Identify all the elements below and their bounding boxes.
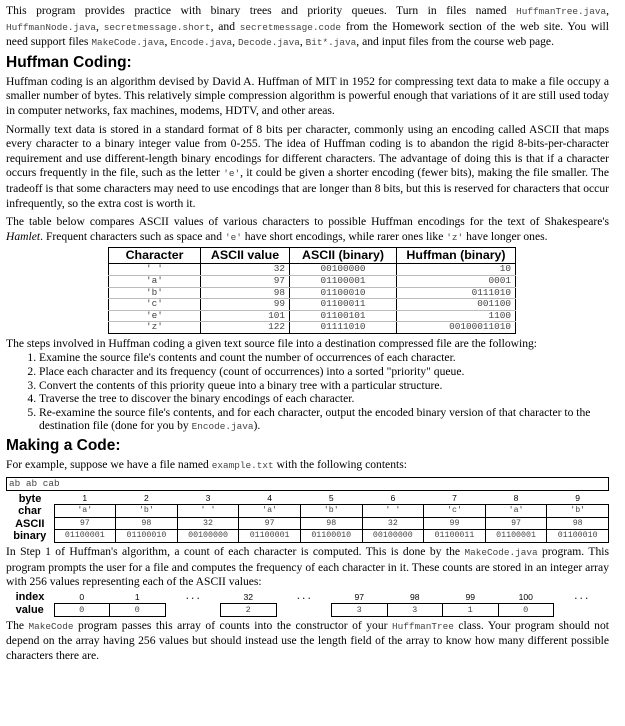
example-paragraph: For example, suppose we have a file named example.txt with the following contents: bbox=[6, 458, 407, 472]
filename: HuffmanTree.java bbox=[516, 6, 607, 17]
table-cell: 1 bbox=[54, 493, 116, 505]
table-cell: 7 bbox=[424, 493, 486, 505]
table-cell: 0 bbox=[498, 603, 554, 616]
table-cell: 99 bbox=[443, 591, 499, 604]
row-label: value bbox=[15, 603, 44, 616]
step-item: 2. Place each character and its frequency (count of occurrences) into a sorted "priority" queue. bbox=[39, 365, 609, 379]
filename: HuffmanNode.java bbox=[6, 21, 97, 33]
table-cell: ' ' bbox=[362, 505, 424, 518]
table-cell: 98 bbox=[547, 517, 609, 530]
table-cell: 0 bbox=[110, 603, 166, 616]
table-cell bbox=[554, 603, 610, 616]
table-cell: 1 bbox=[443, 603, 499, 616]
table-cell: 'c' bbox=[424, 505, 486, 518]
table-cell: 00100011010 bbox=[397, 322, 516, 334]
table-cell: 4 bbox=[239, 493, 301, 505]
column-header: ASCII (binary) bbox=[290, 248, 397, 264]
table-cell: 01100001 bbox=[239, 530, 301, 543]
filename: secretmessage.short bbox=[103, 21, 211, 33]
table-cell: 6 bbox=[362, 493, 424, 505]
row-label: byte bbox=[18, 492, 42, 505]
table-cell: 01111010 bbox=[290, 322, 397, 334]
table-cell: 98 bbox=[300, 517, 362, 530]
table-header-row bbox=[109, 248, 516, 264]
table-cell: 'b' bbox=[109, 287, 201, 299]
table-cell: 00100000 bbox=[362, 530, 424, 543]
table-cell: 3 bbox=[387, 603, 443, 616]
table-cell: 98 bbox=[116, 517, 178, 530]
table-cell: 'e' bbox=[109, 310, 201, 322]
table-cell: 3 bbox=[177, 493, 239, 505]
column-header: Huffman (binary) bbox=[397, 248, 516, 264]
table-cell: 97 bbox=[332, 591, 388, 604]
table-cell: 32 bbox=[201, 264, 290, 276]
filename: secretmessage.code bbox=[239, 21, 342, 33]
table-cell: 'b' bbox=[547, 505, 609, 518]
table-cell: 98 bbox=[387, 591, 443, 604]
huffman-paragraph-1: Huffman coding is an algorithm devised by David A. Huffman of MIT in 1952 for compressing text data to make a file occupy a smaller number of bytes. This relatively simple compression algorithm is powerful enough that variations of it are still used today in computer networks, fax machines, modems, HDTV, and other areas. bbox=[6, 74, 609, 117]
table-cell: 01100011 bbox=[290, 299, 397, 311]
table-cell: 97 bbox=[239, 517, 301, 530]
table-cell: 32 bbox=[221, 591, 277, 604]
table-cell: 32 bbox=[177, 517, 239, 530]
table-cell: 98 bbox=[201, 287, 290, 299]
table-cell: 0111010 bbox=[397, 287, 516, 299]
table-cell: 1 bbox=[110, 591, 166, 604]
count-table bbox=[6, 591, 609, 617]
table-row bbox=[109, 287, 516, 299]
table-row bbox=[6, 603, 609, 616]
table-row bbox=[6, 493, 609, 505]
table-cell: 'a' bbox=[54, 505, 116, 518]
byte-table bbox=[6, 493, 609, 543]
step1-paragraph: In Step 1 of Huffman's algorithm, a count of each character is computed. This is done by the MakeCode.java program. This program prompts the user for a file and computes the frequency of each character in it. These counts are stored in an integer array with 256 values representing each of the ASCII values: bbox=[6, 545, 609, 589]
table-cell: 99 bbox=[201, 299, 290, 311]
table-cell: 01100010 bbox=[547, 530, 609, 543]
table-row bbox=[6, 505, 609, 518]
huffman-paragraph-2: Normally text data is stored in a standard format of 8 bits per character, commonly using an encoding called ASCII that maps every character to a binary integer value from 0-255. The idea of Huffman coding is to abandon the rigid 8-bits-per-character requirement and use different-length binary encodings for different characters. The advantage of doing this is that if a character occurs frequently in the file, such as the letter 'e', it could be given a shorter encoding (fewer bits), making the file smaller. The tradeoff is that some characters may need to use encodings that are longer than 8 bits, but this is reserved for characters that occur infrequently, so the extra cost is worth it. bbox=[6, 122, 610, 210]
table-row bbox=[109, 322, 516, 334]
row-label: ASCII bbox=[15, 517, 45, 530]
step-item: 5. Re-examine the source file's contents, and for each character, output the encoded binary version of that character to the destination file (done for you by Encode.java). bbox=[39, 406, 609, 434]
table-cell: 9 bbox=[547, 493, 609, 505]
file-contents-box: ab ab cab bbox=[6, 477, 609, 491]
table-cell: 122 bbox=[201, 322, 290, 334]
filename: MakeCode.java bbox=[91, 37, 165, 49]
table-cell: ' ' bbox=[109, 264, 201, 276]
table-cell: 'b' bbox=[300, 505, 362, 518]
table-cell bbox=[276, 603, 332, 616]
table-cell bbox=[165, 603, 221, 616]
intro-paragraph: This program provides practice with binary trees and priority queues. Turn in files named HuffmanTree.java, HuffmanNode.java, secretmessage.short, and secretmessage.code from the Homework section of the web site. You will need support files MakeCode.java, Encode.java, Decode.java, Bit*.java, and input files from the course web page. bbox=[6, 4, 610, 49]
table-cell: 01100010 bbox=[300, 530, 362, 543]
steps-list bbox=[6, 351, 609, 434]
table-cell: 00100000 bbox=[290, 264, 397, 276]
table-cell: 1100 bbox=[397, 310, 516, 322]
table-cell: 01100101 bbox=[290, 310, 397, 322]
table-cell: 00100000 bbox=[177, 530, 239, 543]
row-label: char bbox=[18, 505, 42, 518]
table-cell: 100 bbox=[498, 591, 554, 604]
table-cell: 5 bbox=[300, 493, 362, 505]
column-header: Character bbox=[109, 248, 201, 264]
filename: Encode.java bbox=[170, 37, 233, 49]
table-cell: 01100010 bbox=[116, 530, 178, 543]
table-cell: 97 bbox=[54, 517, 116, 530]
row-label: binary bbox=[13, 530, 47, 543]
step-item: 3. Convert the contents of this priority queue into a binary tree with a particular structure. bbox=[39, 379, 609, 393]
table-cell: 32 bbox=[362, 517, 424, 530]
closing-paragraph: The MakeCode program passes this array of counts into the constructor of your HuffmanTree class. Your program should not depend on the array having 256 values but should instead use the length field of the array to know how many different possible characters there are. bbox=[6, 618, 609, 662]
table-cell: 0 bbox=[54, 591, 110, 604]
table-row bbox=[6, 530, 609, 543]
table-cell: 'b' bbox=[116, 505, 178, 518]
table-row bbox=[6, 517, 609, 530]
column-header: ASCII value bbox=[201, 248, 290, 264]
table-cell: ' ' bbox=[177, 505, 239, 518]
table-row bbox=[109, 310, 516, 322]
step-item: 1. Examine the source file's contents and count the number of occurrences of each character. bbox=[39, 351, 609, 365]
table-cell: 0001 bbox=[397, 275, 516, 287]
table-cell: 99 bbox=[424, 517, 486, 530]
table-row bbox=[109, 299, 516, 311]
document-page bbox=[6, 4, 609, 664]
table-cell: ... bbox=[295, 592, 312, 603]
table-cell: 001100 bbox=[397, 299, 516, 311]
table-cell: 10 bbox=[397, 264, 516, 276]
table-cell: ... bbox=[573, 592, 590, 603]
table-cell: 2 bbox=[221, 603, 277, 616]
table-cell: 01100001 bbox=[290, 275, 397, 287]
table-cell: ... bbox=[184, 592, 201, 603]
huffman-paragraph-3: The table below compares ASCII values of various characters to possible Huffman encodings for the text of Shakespeare's Hamlet. Frequent characters such as space and 'e' have short encodings, while rarer ones like 'z' have longer ones. bbox=[6, 215, 609, 243]
table-row bbox=[109, 275, 516, 287]
step-item: 4. Traverse the tree to discover the binary encodings of each character. bbox=[39, 392, 609, 406]
encoding-comparison-table bbox=[108, 247, 516, 334]
filename: Decode.java bbox=[237, 37, 300, 49]
steps-intro: The steps involved in Huffman coding a given text source file into a destination compressed file are the following: bbox=[6, 336, 538, 350]
heading-making-a-code: Making a Code: bbox=[6, 437, 121, 455]
table-cell: 'a' bbox=[485, 505, 547, 518]
table-cell: 01100011 bbox=[424, 530, 486, 543]
table-cell: 97 bbox=[485, 517, 547, 530]
table-cell: 'a' bbox=[239, 505, 301, 518]
table-cell: 'a' bbox=[109, 275, 201, 287]
table-cell: 01100001 bbox=[54, 530, 116, 543]
heading-huffman-coding: Huffman Coding: bbox=[6, 53, 132, 71]
row-label: index bbox=[15, 590, 45, 603]
table-cell: 97 bbox=[201, 275, 290, 287]
table-cell: 'z' bbox=[109, 322, 201, 334]
table-cell: 101 bbox=[201, 310, 290, 322]
table-cell: 01100010 bbox=[290, 287, 397, 299]
table-cell: 2 bbox=[116, 493, 178, 505]
table-cell: 'c' bbox=[109, 299, 201, 311]
table-row bbox=[109, 264, 516, 276]
table-cell: 01100001 bbox=[485, 530, 547, 543]
table-row bbox=[6, 591, 609, 604]
filename: Bit*.java bbox=[305, 37, 357, 49]
table-cell: 8 bbox=[485, 493, 547, 505]
table-cell: 3 bbox=[332, 603, 388, 616]
table-cell: 0 bbox=[54, 603, 110, 616]
